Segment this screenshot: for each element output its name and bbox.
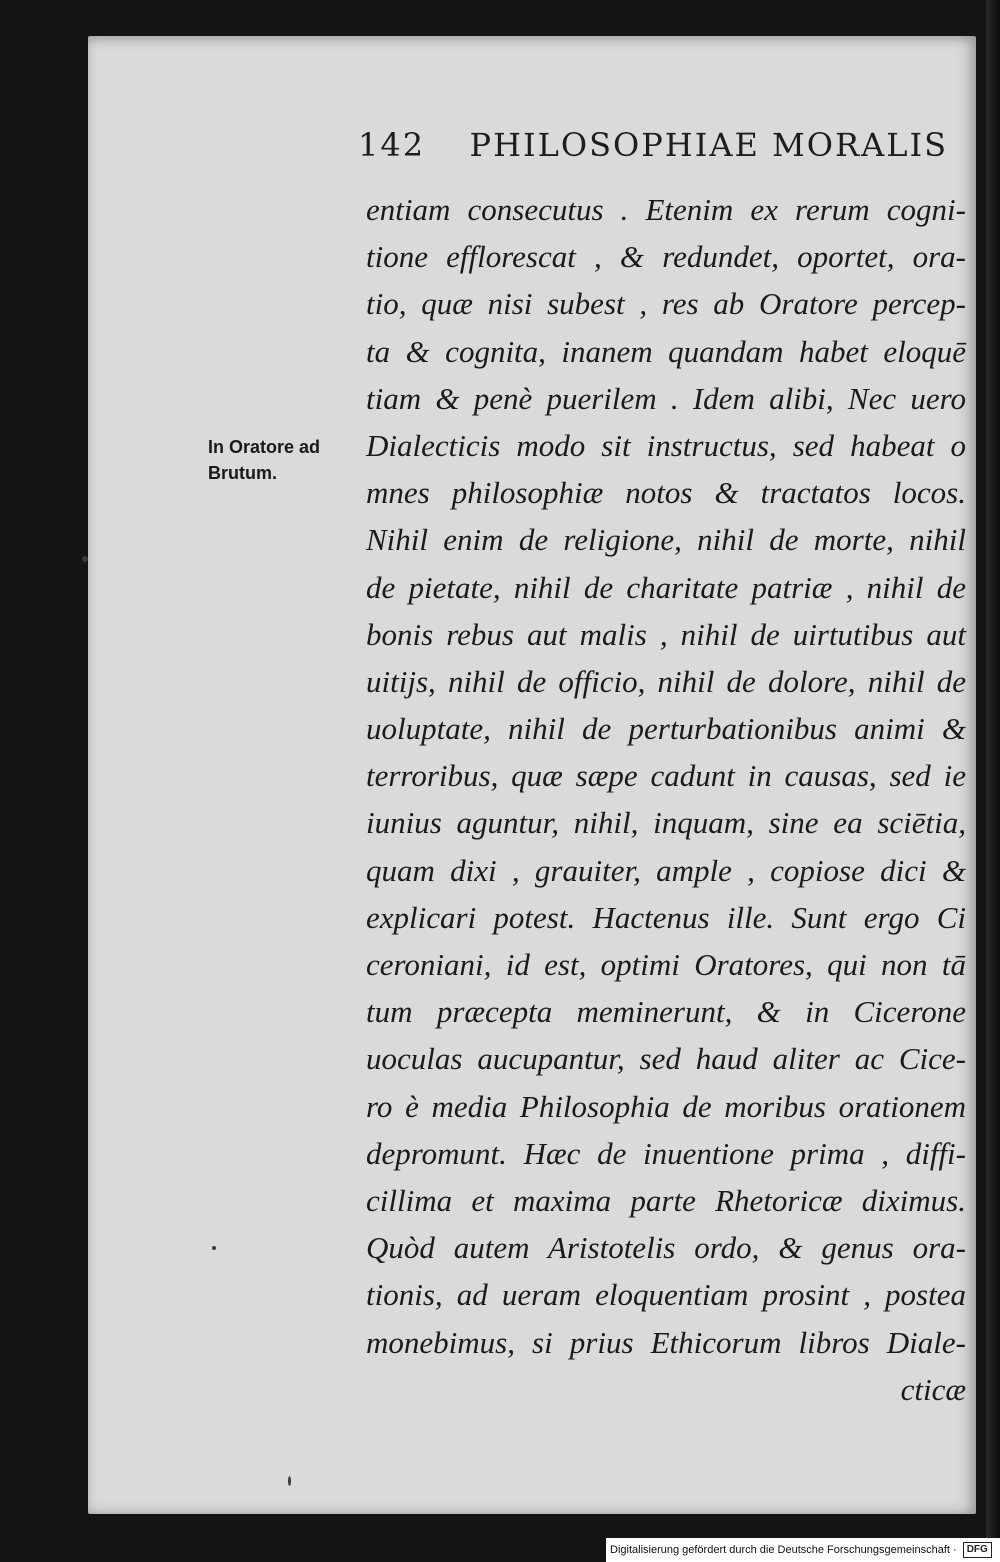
text-line: tionis, ad ueram eloquentiam prosint , postea — [366, 1277, 966, 1313]
text-line: uoculas aucupantur, sed haud aliter ac Cice- — [366, 1041, 966, 1077]
book-page — [88, 36, 976, 1514]
page-header — [358, 126, 948, 164]
text-line: de pietate, nihil de charitate patriæ , nihil de — [366, 569, 966, 605]
body-text — [366, 186, 966, 1413]
text-line: quam dixi , grauiter, ample , copiose dici & — [366, 852, 966, 888]
text-line: uoluptate, nihil de perturbationibus animi & — [366, 711, 966, 747]
paper-speck — [288, 1476, 291, 1486]
text-line: tio, quæ nisi subest , res ab Oratore percep- — [366, 286, 966, 322]
marginal-note-line: In Oratore ad — [208, 437, 321, 457]
text-line: Dialecticis modo sit instructus, sed habeat o — [366, 427, 966, 463]
marginal-note — [208, 434, 368, 486]
text-line: tiam & penè puerilem . Idem alibi, Nec uero — [366, 380, 966, 416]
digitization-footer — [606, 1538, 1000, 1562]
text-line: ta & cognita, inanem quandam habet eloquē — [366, 333, 966, 369]
dfg-logo: DFG — [963, 1542, 992, 1558]
text-line: iunius aguntur, nihil, inquam, sine ea sciētia, — [366, 805, 966, 841]
running-head: PHILOSOPHIAE MORALIS — [469, 126, 948, 164]
marginal-note-line: Brutum. — [208, 463, 277, 483]
paper-speck — [82, 556, 88, 562]
text-line: Quòd autem Aristotelis ordo, & genus ora- — [366, 1230, 966, 1266]
text-line: bonis rebus aut malis , nihil de uirtutibus aut — [366, 616, 966, 652]
text-line: tione efflorescat , & redundet, oportet, ora- — [366, 239, 966, 275]
funding-credit: Digitalisierung gefördert durch die Deutsche Forschungsgemeinschaft · — [610, 1544, 957, 1556]
text-line: depromunt. Hæc de inuentione prima , diffi- — [366, 1135, 966, 1171]
text-line: ro è media Philosophia de moribus orationem — [366, 1088, 966, 1124]
text-line: ceroniani, id est, optimi Oratores, qui non tā — [366, 947, 966, 982]
text-line: monebimus, si prius Ethicorum libros Diale- — [366, 1324, 966, 1360]
text-line: tum præcepta meminerunt, & in Cicerone — [366, 994, 966, 1030]
text-line: explicari potest. Hactenus ille. Sunt ergo Ci — [366, 899, 966, 935]
text-line: Nihil enim de religione, nihil de morte, nihil — [366, 522, 966, 558]
scan-edge — [986, 0, 1000, 1562]
text-line: uitijs, nihil de officio, nihil de dolore, nihil de — [366, 663, 966, 699]
text-line: cillima et maxima parte Rhetoricæ diximus. — [366, 1182, 966, 1218]
catchword: cticæ — [900, 1371, 966, 1407]
text-line: mnes philosophiæ notos & tractatos locos. — [366, 475, 966, 511]
page-number: 142 — [358, 126, 426, 164]
text-line: terroribus, quæ sæpe cadunt in causas, sed ie — [366, 758, 966, 794]
paper-speck — [212, 1246, 216, 1250]
text-line: entiam consecutus . Etenim ex rerum cogni- — [366, 192, 966, 227]
